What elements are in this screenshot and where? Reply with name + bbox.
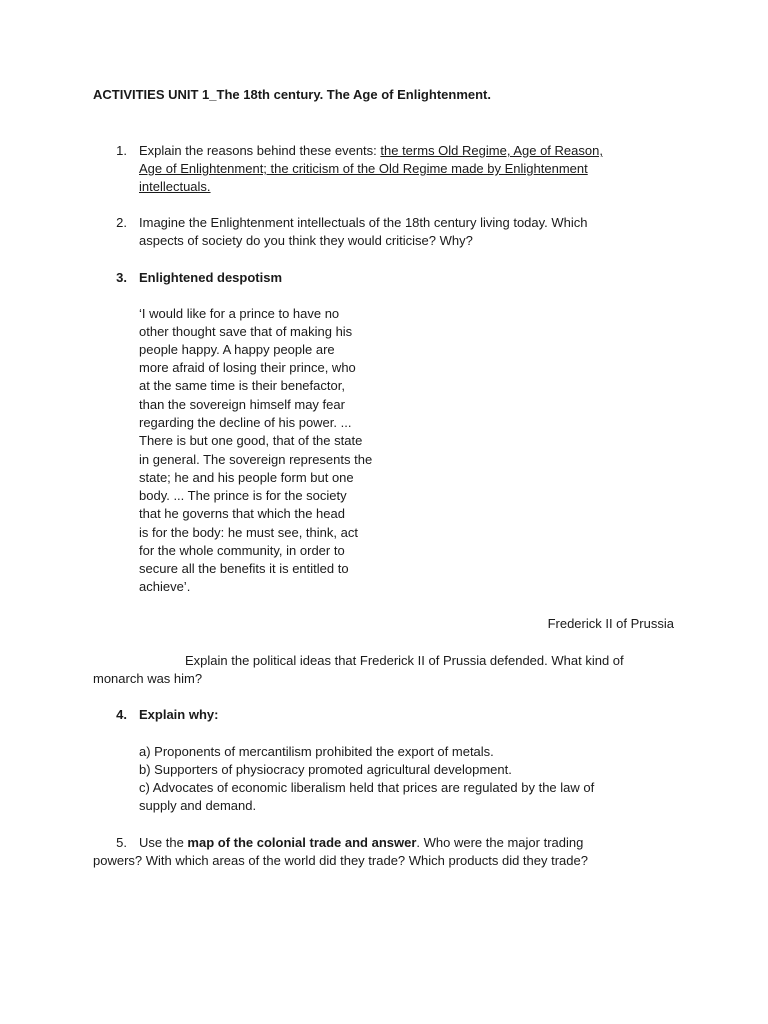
quote-line: more afraid of losing their prince, who (139, 360, 356, 375)
quote-line: for the whole community, in order to (139, 543, 345, 558)
quote-line: that he governs that which the head (139, 506, 345, 521)
q3-question-line-2: monarch was him? (93, 671, 203, 686)
quote-line: than the sovereign himself may fear (139, 397, 345, 412)
quote-line: There is but one good, that of the state (139, 433, 363, 448)
quote-line: at the same time is their benefactor, (139, 378, 345, 393)
q1-line-1 (139, 142, 603, 160)
q1-intro: Explain the reasons behind these events: (139, 143, 381, 158)
q2-number: 2. (116, 215, 127, 230)
q5-post: . Who were the major trading (416, 835, 584, 850)
q3-number: 3. (116, 270, 127, 285)
q4-item-a: a) Proponents of mercantilism prohibited the export of metals. (139, 744, 494, 759)
q3-heading: Enlightened despotism (139, 270, 283, 285)
quote-line: state; he and his people form but one (139, 470, 354, 485)
q3-question-line-1: Explain the political ideas that Frederick II of Prussia defended. What kind of (185, 653, 624, 668)
q5-pre: Use the (139, 835, 188, 850)
q5-line-1 (139, 834, 583, 852)
q5-bold-instruction: map of the colonial trade and answer (187, 835, 417, 850)
q4-item-c-line-1: c) Advocates of economic liberalism held that prices are regulated by the law of (139, 780, 595, 795)
quote-line: regarding the decline of his power. ... (139, 415, 352, 430)
q1-underlined-terms: the terms Old Regime, Age of Reason, (380, 143, 603, 158)
q5-line-2: powers? With which areas of the world did they trade? Which products did they trade? (93, 853, 588, 868)
quote-line: is for the body: he must see, think, act (139, 525, 358, 540)
q2-line-1: Imagine the Enlightenment intellectuals of the 18th century living today. Which (139, 215, 588, 230)
quote-attribution: Frederick II of Prussia (547, 616, 674, 631)
q4-item-b: b) Supporters of physiocracy promoted agricultural development. (139, 762, 512, 777)
page-title: ACTIVITIES UNIT 1_The 18th century. The Age of Enlightenment. (93, 87, 491, 102)
quote-line: people happy. A happy people are (139, 342, 335, 357)
q4-item-c-line-2: supply and demand. (139, 798, 257, 813)
q4-heading: Explain why: (139, 707, 219, 722)
q5-number: 5. (116, 835, 127, 850)
quote-line: in general. The sovereign represents the (139, 452, 373, 467)
quote-line: achieve’. (139, 579, 191, 594)
q2-line-2: aspects of society do you think they would criticise? Why? (139, 233, 473, 248)
q4-number: 4. (116, 707, 127, 722)
q1-number: 1. (116, 143, 127, 158)
q1-line-3: intellectuals. (139, 179, 211, 194)
q1-line-2: Age of Enlightenment; the criticism of the Old Regime made by Enlightenment (139, 161, 588, 176)
quote-line: body. ... The prince is for the society (139, 488, 347, 503)
quote-line: ‘I would like for a prince to have no (139, 306, 340, 321)
quote-line: other thought save that of making his (139, 324, 353, 339)
quote-line: secure all the benefits it is entitled to (139, 561, 349, 576)
